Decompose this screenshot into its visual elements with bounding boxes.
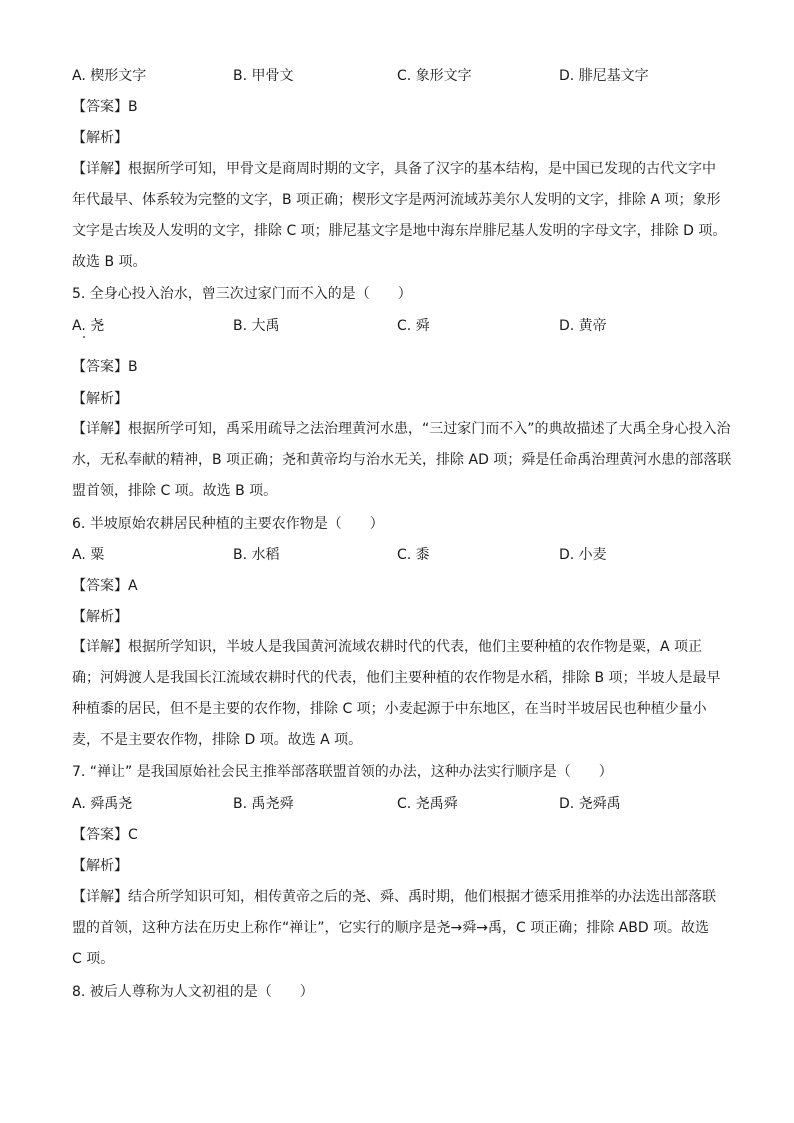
q5-option-b: B. 大禹 xyxy=(233,318,280,334)
q6-answer: 【答案】A xyxy=(72,578,138,594)
q4-option-d: D. 腓尼基文字 xyxy=(559,68,649,84)
q5-detail-line: 盟首领，排除 C 项。故选 B 项。 xyxy=(72,483,278,499)
q6-option-b: B. 水稻 xyxy=(233,547,280,563)
q8-question: 8. 被后人尊称为人文初祖的是（ ） xyxy=(72,984,314,1000)
q4-option-c: C. 象形文字 xyxy=(397,68,472,84)
q5-analysis-label: 【解析】 xyxy=(72,391,128,407)
q7-answer: 【答案】C xyxy=(72,827,138,843)
q7-options xyxy=(72,794,732,814)
q7-option-d: D. 尧舜禹 xyxy=(559,796,621,812)
q6-option-a: A. 粟 xyxy=(72,547,105,563)
q6-question: 6. 半坡原始农耕居民种植的主要农作物是（ ） xyxy=(72,516,384,532)
q4-detail-line: 年代最早、体系较为完整的文字，B 项正确；楔形文字是两河流域苏美尔人发明的文字，排除 A 项；象形 xyxy=(72,192,721,208)
q5-option-c: C. 舜 xyxy=(397,318,430,334)
q7-analysis-label: 【解析】 xyxy=(72,858,128,874)
q5-option-d: D. 黄帝 xyxy=(559,318,607,334)
q7-option-b: B. 禹尧舜 xyxy=(233,796,294,812)
q7-detail-line: 【详解】结合所学知识可知，相传黄帝之后的尧、舜、禹时期，他们根据才德采用推举的办法选出部落联 xyxy=(72,889,716,905)
q7-question: 7. “禅让” 是我国原始社会民主推举部落联盟首领的办法，这种办法实行顺序是（ ） xyxy=(72,764,613,780)
q7-option-a: A. 舜禹尧 xyxy=(72,796,133,812)
q5-detail-line: 【详解】根据所学可知，禹采用疏导之法治理黄河水患，“三过家门而不入”的典故描述了大禹全身心投入治 xyxy=(72,421,731,437)
q5-detail xyxy=(72,414,732,507)
q4-answer: 【答案】B xyxy=(72,99,138,115)
stray-dot xyxy=(83,336,85,338)
q6-detail-line: 麦，不是主要农作物，排除 D 项。故选 A 项。 xyxy=(72,732,363,748)
q7-option-c: C. 尧禹舜 xyxy=(397,796,458,812)
q4-detail-line: 【详解】根据所学可知，甲骨文是商周时期的文字，具备了汉字的基本结构，是中国已发现的古代文字中 xyxy=(72,161,716,177)
q5-options xyxy=(72,316,732,336)
q5-option-a: A. 尧 xyxy=(72,318,105,334)
q5-detail-line: 水，无私奉献的精神，B 项正确；尧和黄帝均与治水无关，排除 AD 项；舜是任命禹治理黄河水患的部落联 xyxy=(72,452,732,468)
q4-detail-line: 故选 B 项。 xyxy=(72,254,147,270)
q6-option-c: C. 黍 xyxy=(397,547,430,563)
q7-detail-line: 盟的首领，这种方法在历史上称作“禅让”，它实行的顺序是尧→舜→禹，C 项正确；排除 ABD 项。故选 xyxy=(72,920,710,936)
q6-detail-line: 【详解】根据所学知识，半坡人是我国黄河流域农耕时代的代表，他们主要种植的农作物是粟，A 项正 xyxy=(72,639,703,655)
q7-detail xyxy=(72,882,724,975)
q4-options xyxy=(72,66,732,86)
q4-option-a: A. 楔形文字 xyxy=(72,68,147,84)
q5-answer: 【答案】B xyxy=(72,359,138,375)
q6-option-d: D. 小麦 xyxy=(559,547,607,563)
q4-detail-line: 文字是古埃及人发明的文字，排除 C 项；腓尼基文字是地中海东岸腓尼基人发明的字母文字，排除 D 项。 xyxy=(72,223,727,239)
q6-analysis-label: 【解析】 xyxy=(72,609,128,625)
q6-options xyxy=(72,545,732,565)
q6-detail-line: 种植黍的居民，但不是主要的农作物，排除 C 项；小麦起源于中东地区，在当时半坡居民也种植少量小 xyxy=(72,701,707,717)
q4-analysis-label: 【解析】 xyxy=(72,130,128,146)
q7-detail-line: C 项。 xyxy=(72,951,115,967)
q6-detail-line: 确；河姆渡人是我国长江流域农耕时代的代表，他们主要种植的农作物是水稻，排除 B 项；半坡人是最早 xyxy=(72,670,721,686)
q6-detail xyxy=(72,632,724,756)
q5-question: 5. 全身心投入治水，曾三次过家门而不入的是（ ） xyxy=(72,286,412,302)
q4-detail xyxy=(72,154,727,278)
q4-option-b: B. 甲骨文 xyxy=(233,68,294,84)
